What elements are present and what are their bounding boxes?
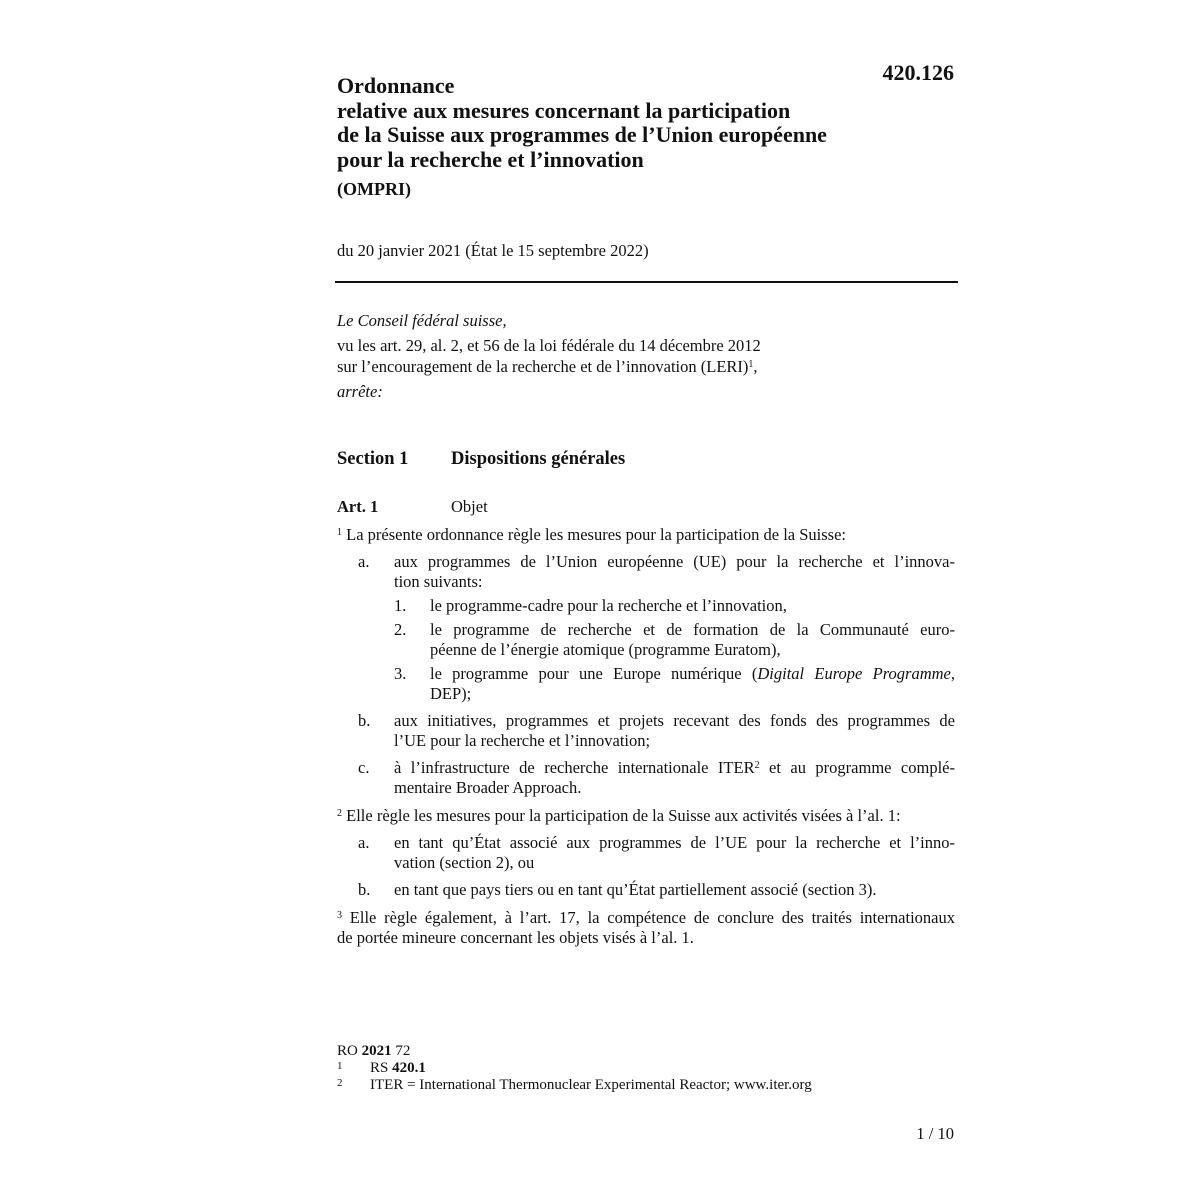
list-item-text bbox=[394, 758, 955, 778]
preamble-basis-line bbox=[337, 356, 957, 377]
header-divider bbox=[335, 281, 958, 283]
sub-item-3 bbox=[394, 664, 955, 704]
paragraph-text: de portée mineure concernant les objets visés à l’al. 1. bbox=[337, 928, 694, 947]
list-item-a bbox=[337, 552, 955, 704]
footnote-ref-link[interactable]: 420.1 bbox=[392, 1060, 426, 1076]
sub-item-label: 3. bbox=[394, 664, 407, 683]
sub-item-1 bbox=[394, 596, 955, 616]
page-number: 1 / 10 bbox=[916, 1124, 954, 1143]
list-item-label: b. bbox=[358, 880, 371, 899]
title-line: Ordonnance bbox=[337, 73, 455, 98]
article-body bbox=[337, 525, 955, 948]
preamble-basis-end: , bbox=[753, 357, 758, 376]
footnote-ref-2[interactable]: 2 bbox=[754, 760, 760, 771]
list-item-text: vation (section 2), ou bbox=[394, 853, 535, 872]
list-item-text: tion suivants: bbox=[394, 572, 483, 591]
footnote-ref-1[interactable]: 1 bbox=[748, 359, 754, 370]
list-item-text: en tant que pays tiers ou en tant qu’État partiellement associé (section 3). bbox=[394, 880, 877, 899]
title-line: relative aux mesures concernant la participation bbox=[337, 97, 791, 123]
paragraph-number: 2 bbox=[337, 808, 342, 819]
document-abbreviation: (OMPRI) bbox=[337, 179, 411, 199]
preamble-decree: arrête: bbox=[337, 382, 383, 401]
section-title: Dispositions générales bbox=[451, 449, 626, 469]
sub-item-text: le programme-cadre pour la recherche et l’innovation, bbox=[430, 596, 787, 615]
list-item-text: l’UE pour la recherche et l’innovation; bbox=[394, 731, 651, 750]
list-item-text: mentaire Broader Approach. bbox=[394, 778, 582, 797]
footnotes bbox=[337, 1042, 957, 1094]
list-item-b bbox=[337, 711, 955, 751]
list-item-text-part: et au programme complé- bbox=[759, 758, 955, 777]
paragraph-1-list bbox=[337, 552, 955, 798]
sub-item-text bbox=[430, 664, 955, 684]
ro-year: 2021 bbox=[361, 1043, 392, 1059]
sub-item-italic: Digital Europe Programme bbox=[757, 664, 951, 683]
preamble bbox=[337, 310, 957, 402]
ro-page: 72 bbox=[391, 1043, 411, 1059]
sub-item-text: DEP); bbox=[430, 684, 472, 703]
title-line: pour la recherche et l’innovation bbox=[337, 146, 644, 172]
footnote-text: RS bbox=[370, 1060, 393, 1076]
article-title: Objet bbox=[451, 497, 488, 516]
list-item-text: aux programmes de l’Union européenne (UE) pour la recherche et l’innova- bbox=[394, 552, 955, 571]
paragraph-2-list bbox=[337, 833, 955, 900]
list-item-label: b. bbox=[358, 711, 371, 730]
list-item-b bbox=[337, 880, 955, 900]
list-item-label: a. bbox=[358, 833, 370, 852]
sub-item-label: 2. bbox=[394, 620, 407, 639]
footnote-1 bbox=[337, 1060, 957, 1077]
paragraph-number: 1 bbox=[337, 527, 342, 538]
footnote-mark: 2 bbox=[337, 1077, 343, 1089]
footnote-2 bbox=[337, 1077, 957, 1094]
list-item-text-part: à l’infrastructure de recherche internationale ITER bbox=[394, 758, 755, 777]
section-heading bbox=[337, 447, 626, 471]
sub-item-text-part: , bbox=[950, 664, 955, 683]
list-item-label: c. bbox=[358, 758, 370, 777]
footnote-mark: 1 bbox=[337, 1060, 343, 1072]
paragraph-text: La présente ordonnance règle les mesures pour la participation de la Suisse: bbox=[342, 525, 846, 544]
preamble-basis-line: vu les art. 29, al. 2, et 56 de la loi fédérale du 14 décembre 2012 bbox=[337, 336, 761, 355]
sub-item-text-part: le programme pour une Europe numérique ( bbox=[430, 664, 758, 683]
sub-item-text: péenne de l’énergie atomique (programme Euratom), bbox=[430, 640, 781, 659]
paragraph-1 bbox=[337, 525, 955, 545]
title-line: de la Suisse aux programmes de l’Union européenne bbox=[337, 122, 827, 147]
document-title bbox=[337, 74, 957, 172]
ro-prefix: RO bbox=[337, 1043, 362, 1059]
sub-item-text: le programme de recherche et de formation de la Communauté euro- bbox=[430, 620, 955, 639]
sr-number: 420.126 bbox=[882, 60, 954, 85]
list-item-text: aux initiatives, programmes et projets recevant des fonds des programmes de bbox=[394, 711, 955, 730]
preamble-basis-text: sur l’encouragement de la recherche et de l’innovation (LERI) bbox=[337, 357, 749, 376]
paragraph-number: 3 bbox=[337, 910, 342, 921]
footnote-text: ITER = International Thermonuclear Experimental Reactor; www.iter.org bbox=[370, 1077, 812, 1093]
paragraph-3 bbox=[337, 908, 955, 948]
sub-item-label: 1. bbox=[394, 596, 407, 615]
paragraph-2 bbox=[337, 806, 955, 826]
article-number: Art. 1 bbox=[337, 497, 379, 516]
section-number: Section 1 bbox=[337, 449, 409, 469]
article-heading bbox=[337, 496, 488, 518]
list-item-a bbox=[337, 833, 955, 873]
sub-item-2 bbox=[394, 620, 955, 660]
paragraph-text: Elle règle les mesures pour la participation de la Suisse aux activités visées à l’al. 1: bbox=[342, 806, 901, 825]
list-item-label: a. bbox=[358, 552, 370, 571]
preamble-authority: Le Conseil fédéral suisse, bbox=[337, 311, 507, 330]
document-date: du 20 janvier 2021 (État le 15 septembre 2022) bbox=[337, 241, 649, 260]
official-compilation-ref bbox=[337, 1042, 957, 1060]
list-item-c bbox=[337, 758, 955, 798]
list-item-text: en tant qu’État associé aux programmes de l’UE pour la recherche et l’inno- bbox=[394, 833, 955, 852]
paragraph-text: Elle règle également, à l’art. 17, la compétence de conclure des traités internationaux bbox=[342, 908, 955, 927]
